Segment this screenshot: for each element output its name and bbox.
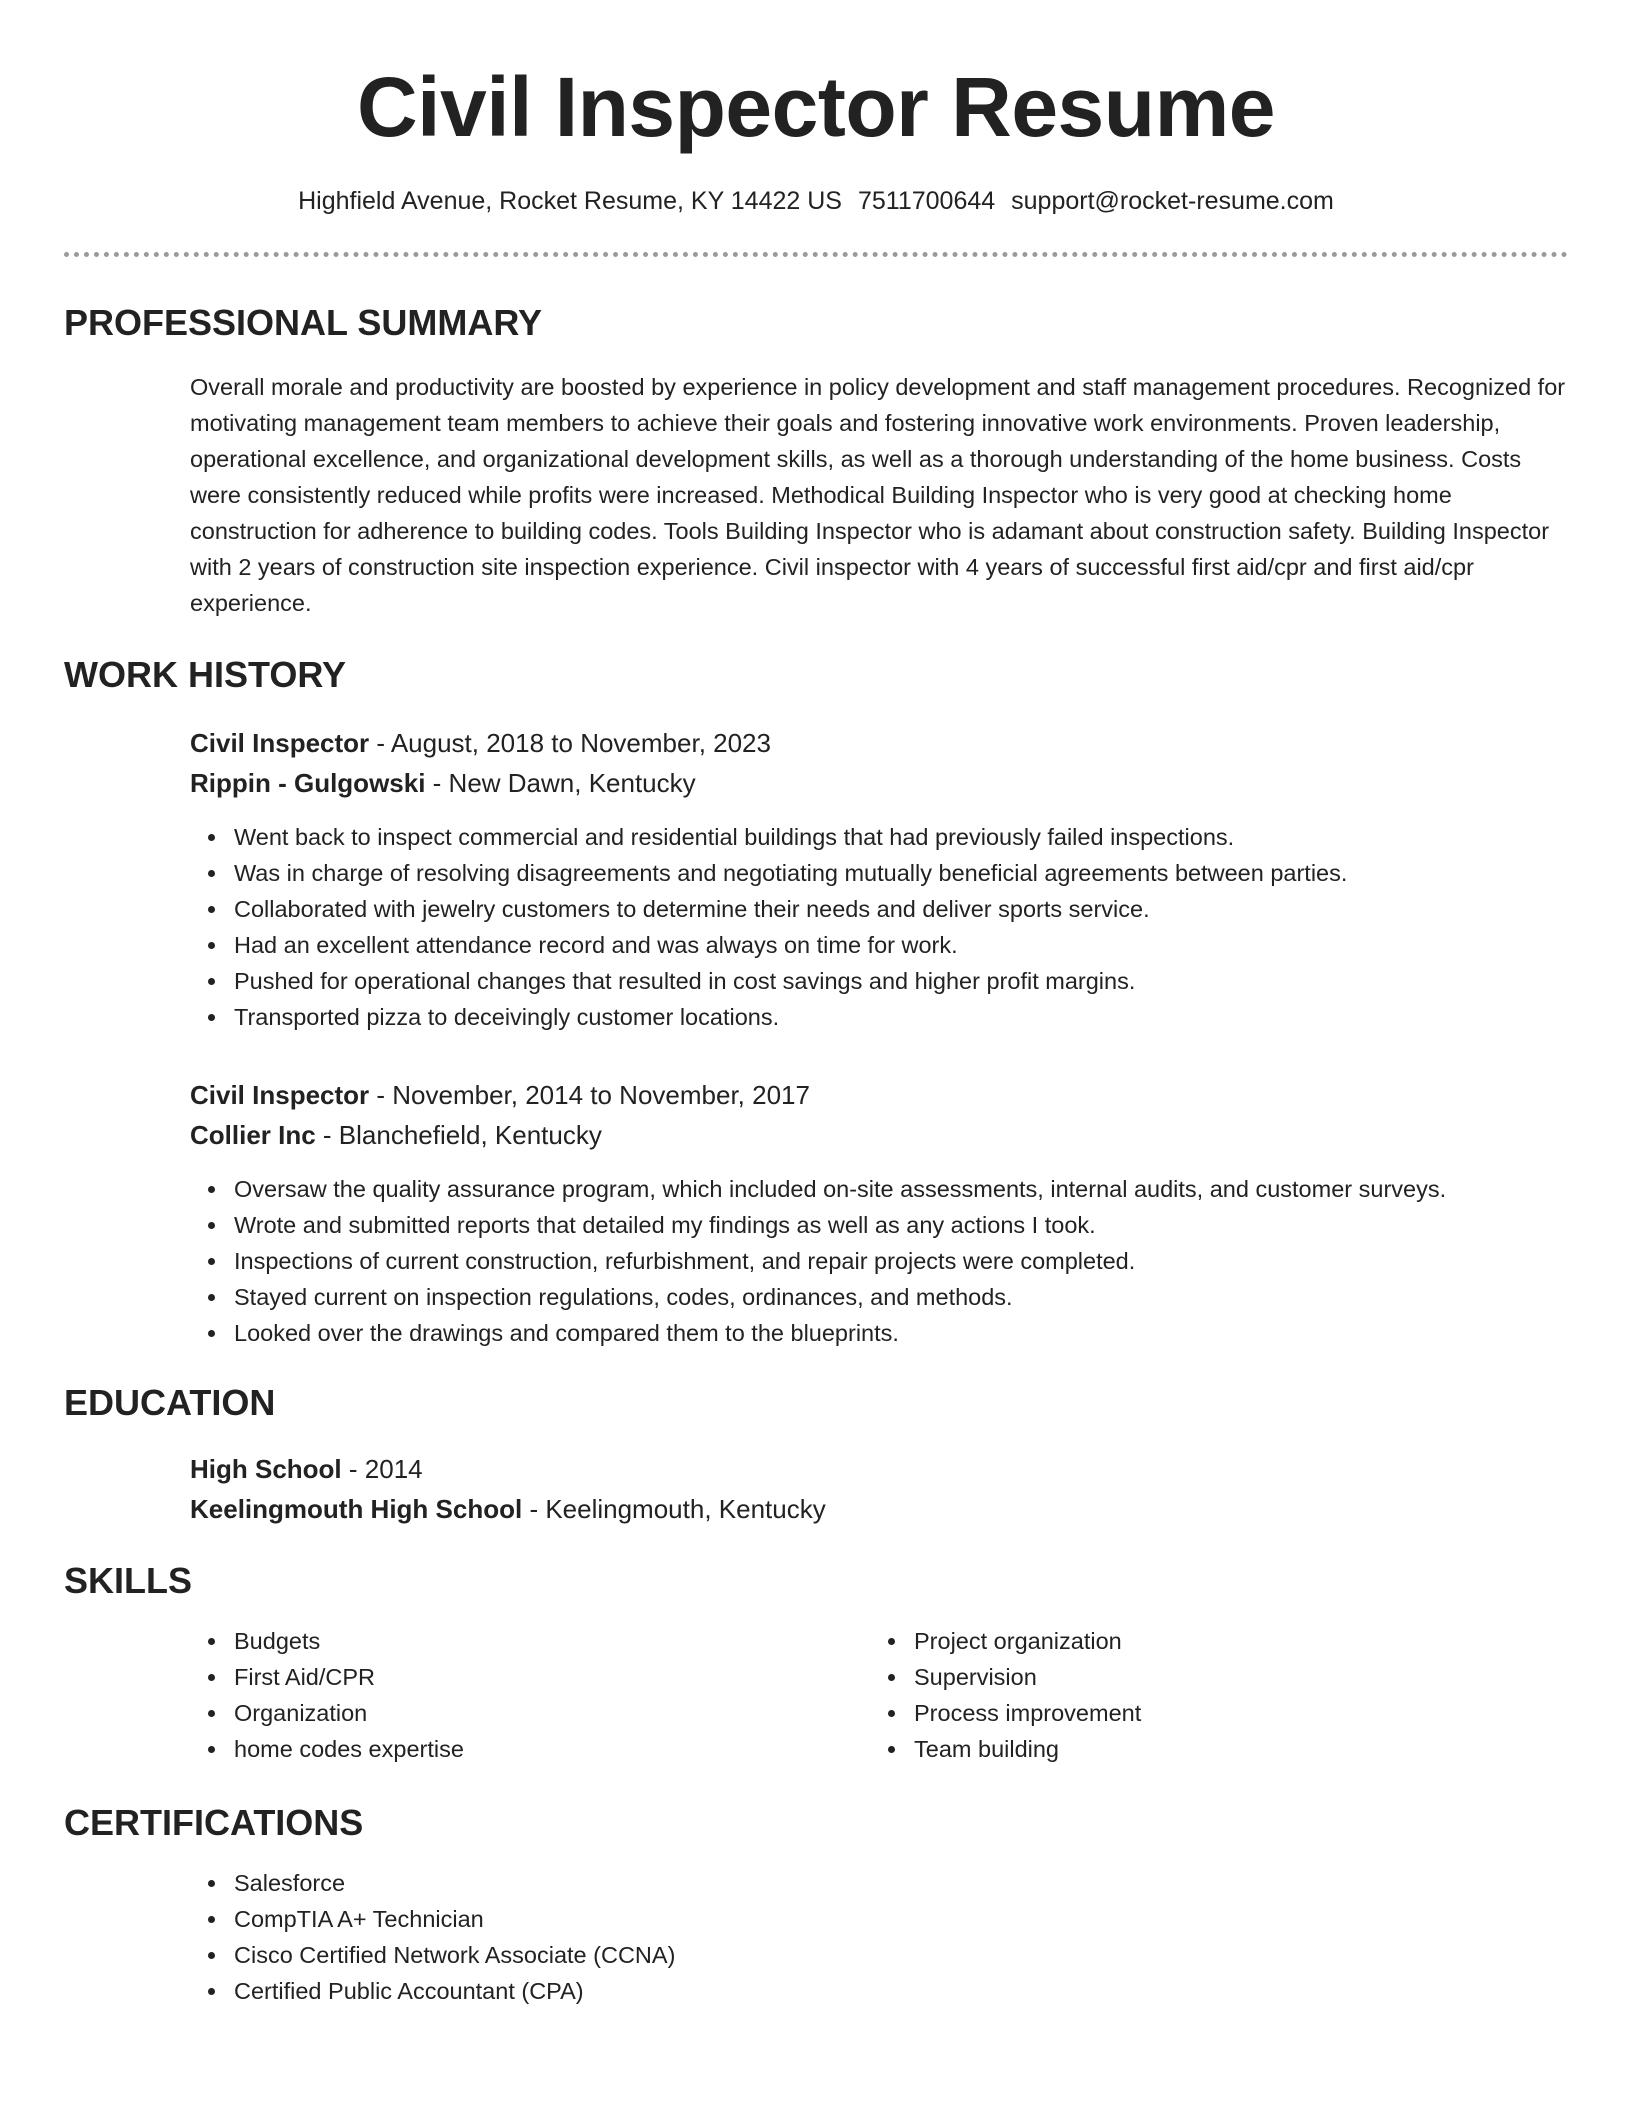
education-location: - Keelingmouth, Kentucky — [522, 1494, 826, 1524]
header-divider — [64, 252, 1568, 257]
certification-item: Salesforce — [190, 1865, 1568, 1901]
education-degree: High School — [190, 1454, 342, 1484]
education-school-line — [190, 1489, 1568, 1529]
job-location: - New Dawn, Kentucky — [425, 768, 696, 798]
skill-item: Project organization — [870, 1623, 1550, 1659]
job-bullet: Oversaw the quality assurance program, which included on-site assessments, internal audits, and customer surveys. — [190, 1171, 1568, 1207]
job-company: Collier Inc — [190, 1120, 316, 1150]
job-bullet: Stayed current on inspection regulations, codes, ordinances, and methods. — [190, 1279, 1568, 1315]
job-dates: - November, 2014 to November, 2017 — [369, 1080, 810, 1110]
skill-item: Process improvement — [870, 1695, 1550, 1731]
summary-heading: PROFESSIONAL SUMMARY — [64, 302, 543, 343]
skill-item: Organization — [190, 1695, 870, 1731]
job-company: Rippin - Gulgowski — [190, 768, 426, 798]
job-company-line — [190, 763, 1568, 803]
summary-text: Overall morale and productivity are boosted by experience in policy development and staff management procedures. Recognized for motivating management team members to achieve their goals and fostering innovative work environments. Proven leadership, operational excellence, and organizational development skills, as well as a thorough understanding of the home business. Costs were consistently reduced while profits were increased. Methodical Building Inspector who is very good at checking home construction for adherence to building codes. Tools Building Inspector who is adamant about construction safety. Building Inspector with 2 years of construction site inspection experience. Civil inspector with 4 years of successful first aid/cpr and first aid/cpr experience. — [190, 374, 1566, 616]
skill-item: Budgets — [190, 1623, 870, 1659]
resume-title: Civil Inspector Resume — [357, 60, 1275, 154]
skill-item: home codes expertise — [190, 1731, 870, 1767]
certifications-heading: CERTIFICATIONS — [64, 1802, 364, 1843]
job-bullet: Collaborated with jewelry customers to determine their needs and deliver sports service. — [190, 891, 1568, 927]
job-bullet: Went back to inspect commercial and residential buildings that had previously failed inspections. — [190, 819, 1568, 855]
job-dates: - August, 2018 to November, 2023 — [369, 728, 771, 758]
job-bullets — [190, 1171, 1568, 1351]
job-title: Civil Inspector — [190, 1080, 370, 1110]
job-bullet: Pushed for operational changes that resulted in cost savings and higher profit margins. — [190, 963, 1568, 999]
education-degree-line — [190, 1449, 1568, 1489]
job-entry — [190, 723, 1568, 1035]
job-bullet: Transported pizza to deceivingly customer locations. — [190, 999, 1568, 1035]
contact-phone: 7511700644 — [857, 187, 996, 215]
job-title-line — [190, 1075, 1568, 1115]
education-school: Keelingmouth High School — [190, 1494, 523, 1524]
certification-item: CompTIA A+ Technician — [190, 1901, 1568, 1937]
job-bullet: Was in charge of resolving disagreements and negotiating mutually beneficial agreements between parties. — [190, 855, 1568, 891]
job-bullets — [190, 819, 1568, 1035]
skills-column-right — [870, 1623, 1550, 1767]
contact-line — [64, 184, 1568, 218]
skill-item: Supervision — [870, 1659, 1550, 1695]
skills-heading: SKILLS — [64, 1560, 193, 1601]
education-heading: EDUCATION — [64, 1382, 276, 1423]
job-company-line — [190, 1115, 1568, 1155]
work-history-heading: WORK HISTORY — [64, 654, 347, 695]
contact-email: support@rocket-resume.com — [1011, 187, 1334, 215]
job-location: - Blanchefield, Kentucky — [315, 1120, 602, 1150]
contact-address: Highfield Avenue, Rocket Resume, KY 14422 US — [298, 187, 842, 215]
education-section — [64, 1381, 1568, 1529]
skill-item: Team building — [870, 1731, 1550, 1767]
job-bullet: Had an excellent attendance record and was always on time for work. — [190, 927, 1568, 963]
summary-section — [64, 301, 1568, 621]
job-title: Civil Inspector — [190, 728, 370, 758]
job-title-line — [190, 723, 1568, 763]
certification-item: Certified Public Accountant (CPA) — [190, 1973, 1568, 2009]
job-bullet: Looked over the drawings and compared them to the blueprints. — [190, 1315, 1568, 1351]
work-history-section — [64, 653, 1568, 1351]
job-bullet: Inspections of current construction, refurbishment, and repair projects were completed. — [190, 1243, 1568, 1279]
job-entry — [190, 1075, 1568, 1351]
certifications-section — [64, 1801, 1568, 2009]
job-bullet: Wrote and submitted reports that detailed my findings as well as any actions I took. — [190, 1207, 1568, 1243]
skills-section — [64, 1559, 1568, 1767]
certification-item: Cisco Certified Network Associate (CCNA) — [190, 1937, 1568, 1973]
education-year: - 2014 — [341, 1454, 423, 1484]
skills-column-left — [190, 1623, 870, 1767]
skill-item: First Aid/CPR — [190, 1659, 870, 1695]
